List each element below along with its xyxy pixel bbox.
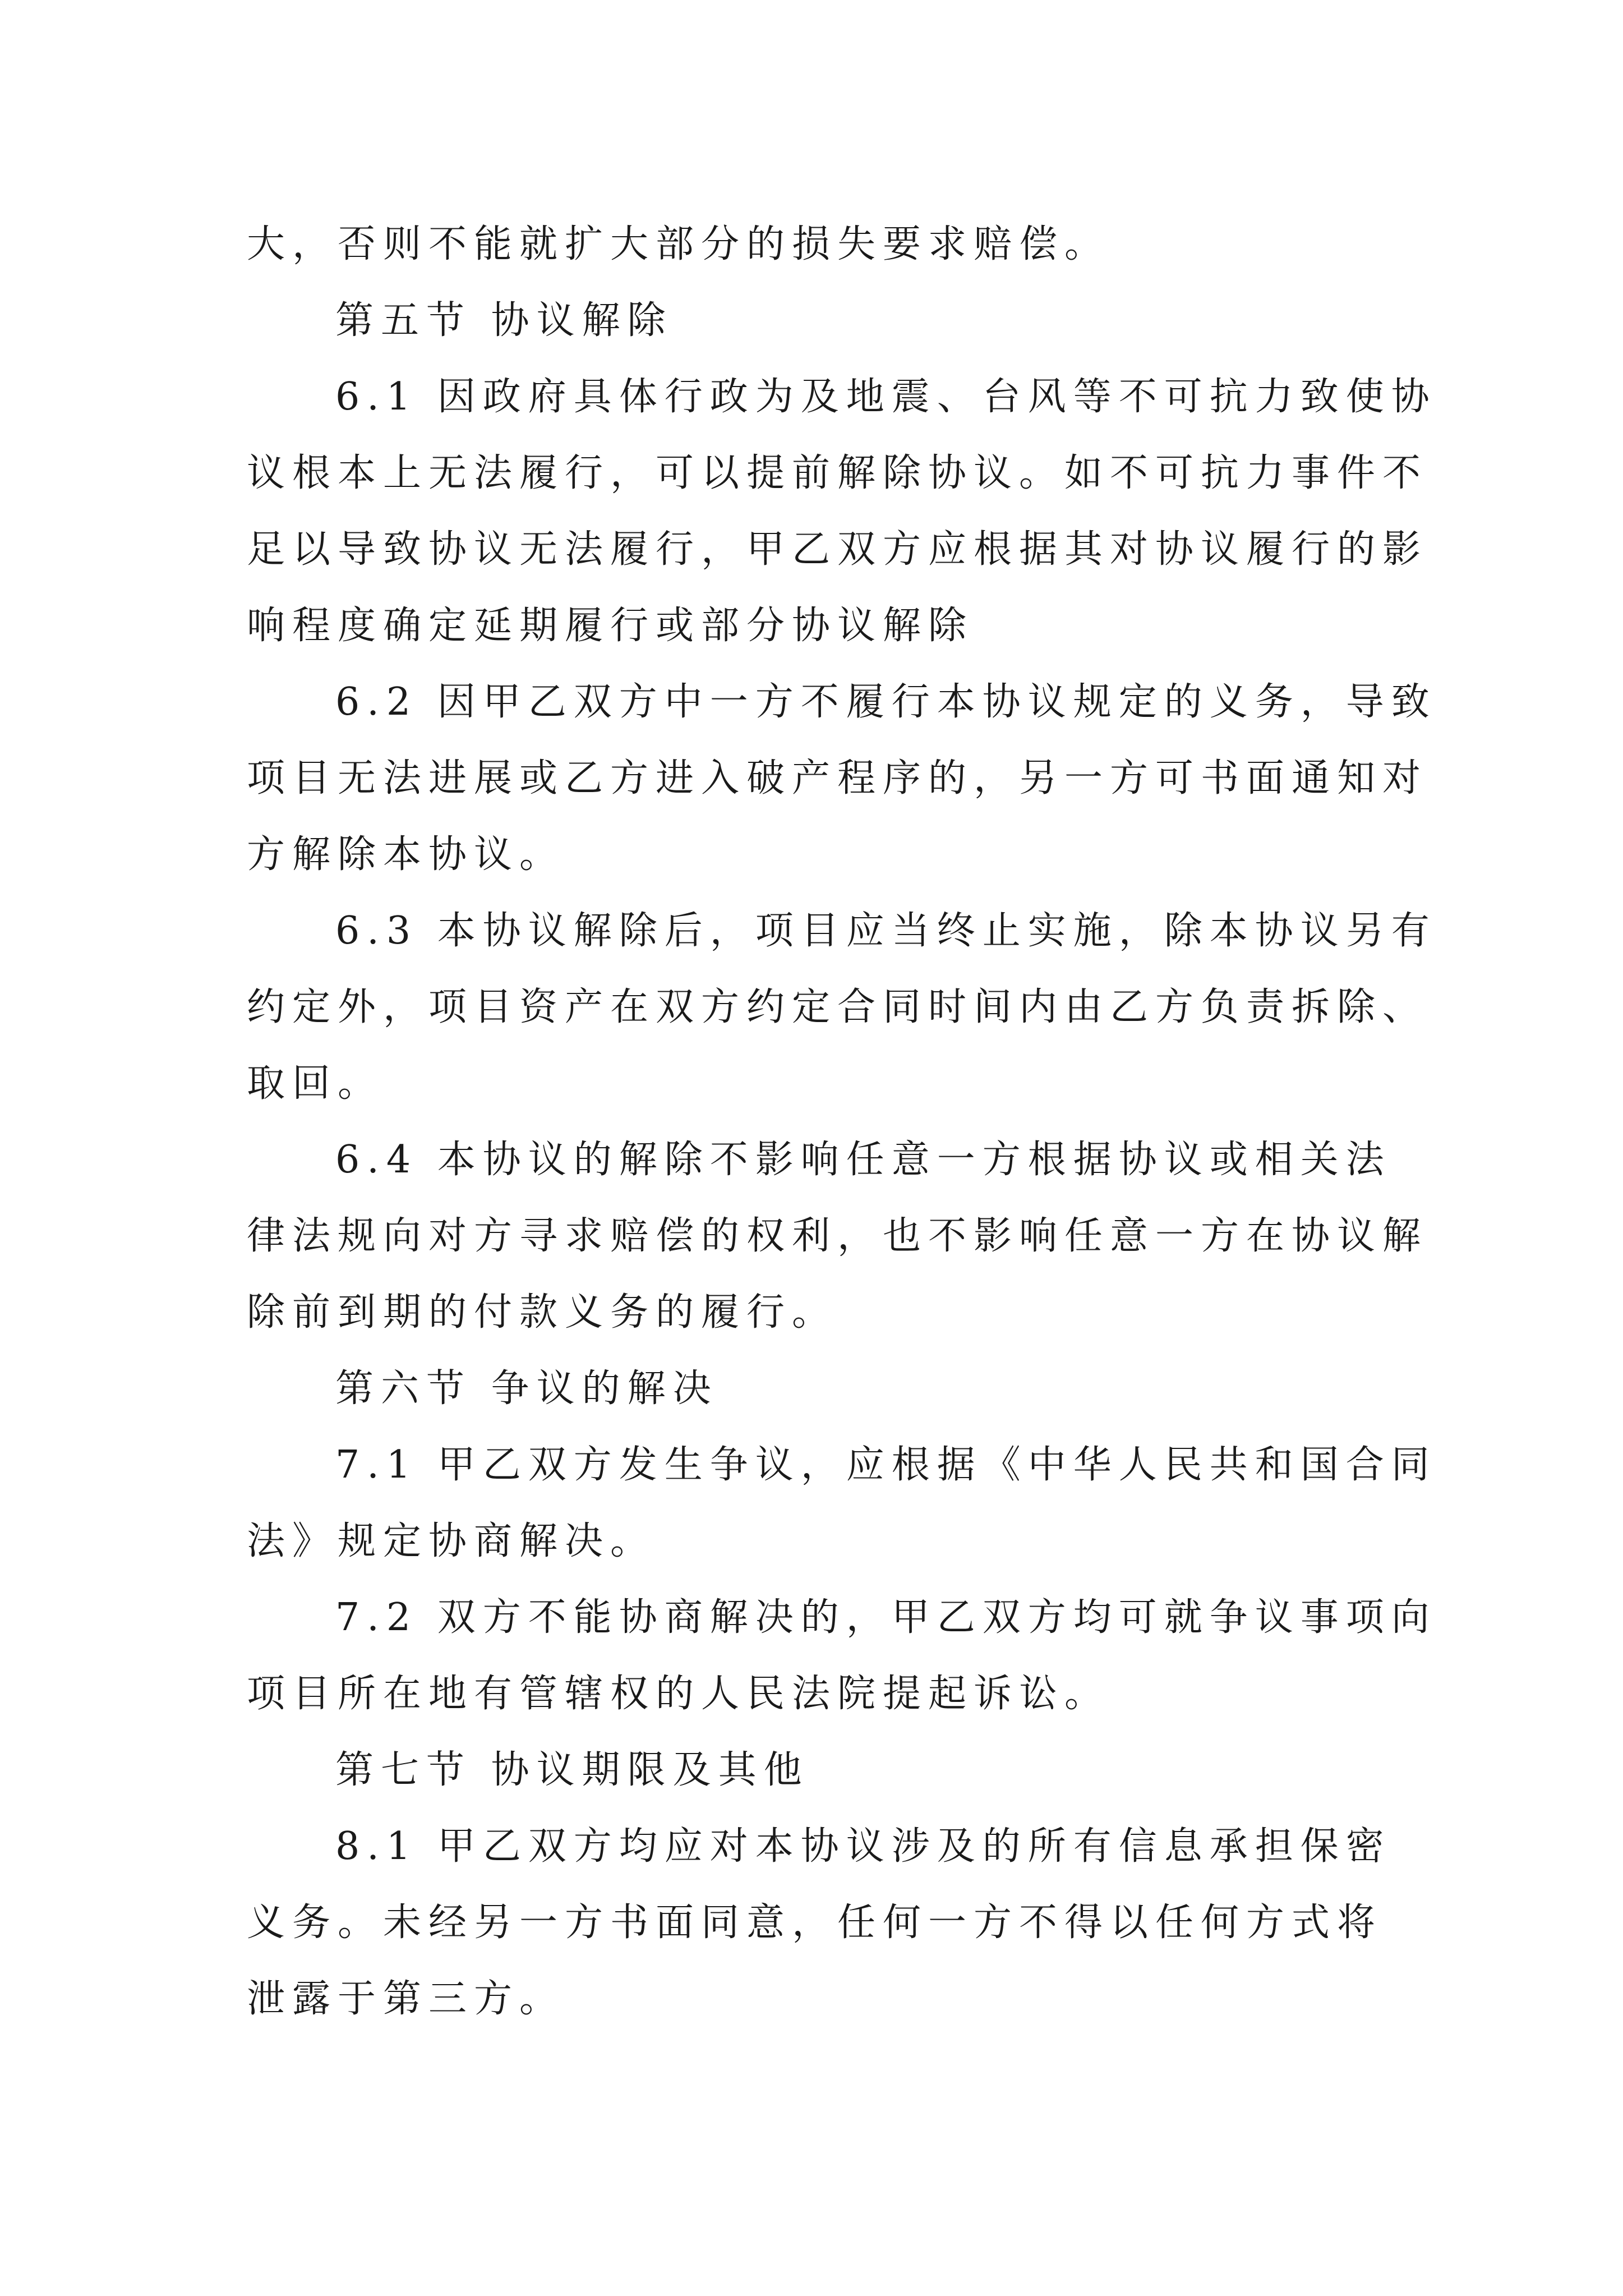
text-line: 响程度确定延期履行或部分协议解除	[247, 604, 974, 648]
document-body	[247, 206, 1437, 2037]
text-line: 项目所在地有管辖权的人民法院提起诉讼。	[247, 1672, 1110, 1716]
text-line: 6.1 因政府具体行政为及地震、台风等不可抗力致使协	[335, 375, 1437, 419]
text-line: 除前到期的付款义务的履行。	[247, 1290, 838, 1335]
text-line: 第五节 协议解除	[335, 298, 673, 343]
text-line: 大，否则不能就扩大部分的损失要求赔偿。	[247, 222, 1110, 266]
text-line: 第六节 争议的解决	[335, 1366, 718, 1411]
text-line: 取回。	[247, 1061, 384, 1106]
text-line: 律法规向对方寻求赔偿的权利，也不影响任意一方在协议解	[247, 1214, 1428, 1258]
text-line: 第七节 协议期限及其他	[335, 1748, 809, 1792]
text-line: 7.2 双方不能协商解决的，甲乙双方均可就争议事项向	[335, 1595, 1437, 1640]
text-line: 法》规定协商解决。	[247, 1519, 656, 1563]
text-line: 7.1 甲乙双方发生争议，应根据《中华人民共和国合同	[335, 1443, 1437, 1487]
text-line: 6.2 因甲乙双方中一方不履行本协议规定的义务，导致	[335, 680, 1437, 724]
text-line: 8.1 甲乙双方均应对本协议涉及的所有信息承担保密	[335, 1824, 1391, 1869]
text-line: 义务。未经另一方书面同意，任何一方不得以任何方式将	[247, 1901, 1383, 1945]
text-line: 足以导致协议无法履行，甲乙双方应根据其对协议履行的影	[247, 527, 1428, 572]
text-line: 方解除本协议。	[247, 832, 565, 877]
text-line: 6.3 本协议解除后，项目应当终止实施，除本协议另有	[335, 909, 1437, 953]
text-line: 泄露于第三方。	[247, 1977, 565, 2021]
text-line: 议根本上无法履行，可以提前解除协议。如不可抗力事件不	[247, 451, 1428, 495]
text-line: 约定外，项目资产在双方约定合同时间内由乙方负责拆除、	[247, 985, 1428, 1029]
text-line: 6.4 本协议的解除不影响任意一方根据协议或相关法	[335, 1138, 1391, 1182]
text-line: 项目无法进展或乙方进入破产程序的，另一方可书面通知对	[247, 756, 1428, 800]
